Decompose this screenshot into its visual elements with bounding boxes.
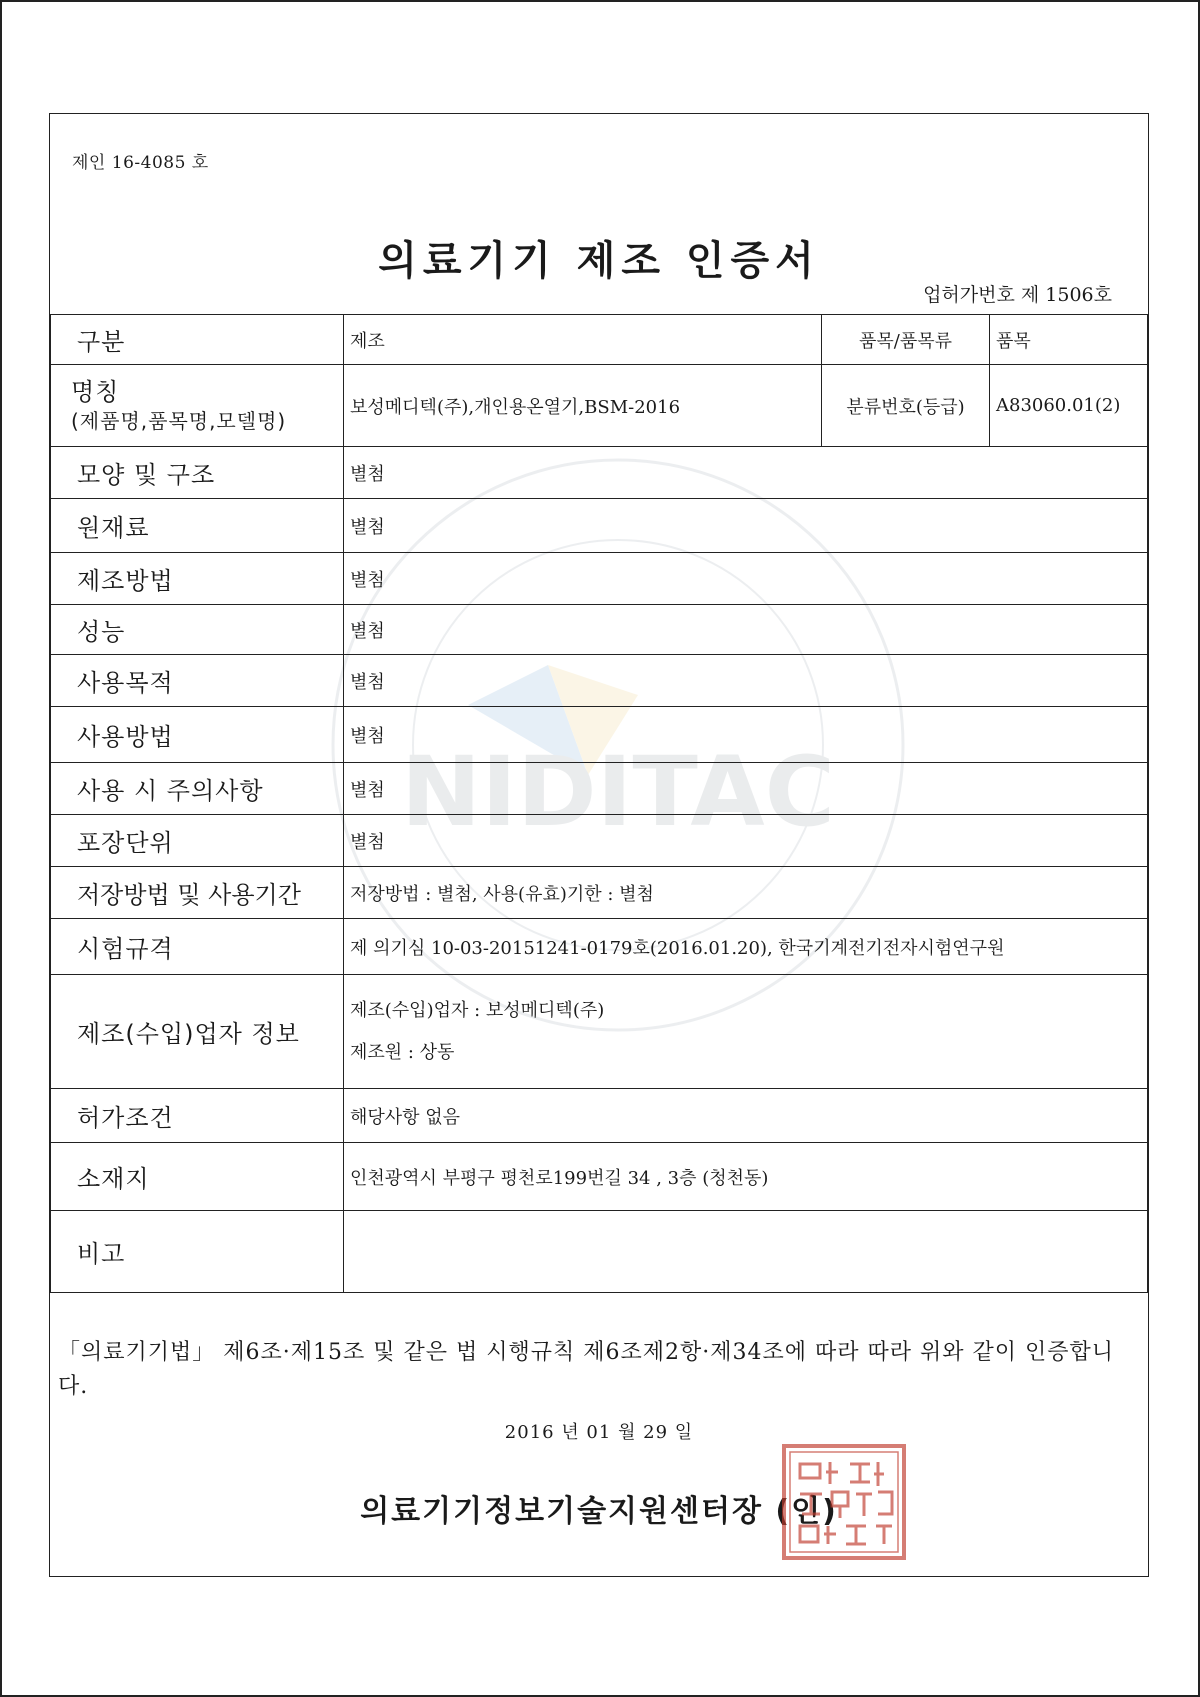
document-number: 제인 16-4085 호 (72, 153, 209, 173)
certification-statement: 「의료기기법」 제6조·제15조 및 같은 법 시행규칙 제6조제2항·제34조에 따라 따라 위와 같이 인증합니다. (58, 1340, 1114, 1400)
manufacturer-origin: 제조원 : 상동 (350, 1041, 455, 1063)
label-name-main: 명칭 (71, 377, 120, 406)
label-material: 원재료 (51, 499, 344, 553)
manufacturer-name: 제조(수입)업자 : 보성메디텍(주) (350, 1000, 605, 1022)
value-performance: 별첨 (344, 605, 1148, 655)
value-usage: 별첨 (344, 707, 1148, 763)
label-remarks: 비고 (51, 1211, 344, 1293)
certificate-table (50, 314, 1148, 1293)
row-test (51, 919, 1148, 975)
label-name-sub: (제품명,품목명,모델명) (71, 409, 287, 434)
certificate (49, 113, 1149, 1577)
row-method (51, 553, 1148, 605)
row-name (51, 365, 1148, 447)
row-category (51, 315, 1148, 365)
label-usage: 사용방법 (51, 707, 344, 763)
label-packaging: 포장단위 (51, 815, 344, 867)
label-method: 제조방법 (51, 553, 344, 605)
official-seal-stamp (780, 1442, 908, 1562)
label-category: 구분 (51, 315, 344, 365)
row-storage (51, 867, 1148, 919)
row-performance (51, 605, 1148, 655)
label-name (51, 365, 344, 447)
value-name: 보성메디텍(주),개인용온열기,BSM-2016 (344, 365, 822, 447)
row-shape (51, 447, 1148, 499)
label-class: 분류번호(등급) (822, 365, 990, 447)
value-manufacturer (344, 975, 1148, 1089)
label-purpose: 사용목적 (51, 655, 344, 707)
value-category: 제조 (344, 315, 822, 365)
row-packaging (51, 815, 1148, 867)
label-caution: 사용 시 주의사항 (51, 763, 344, 815)
label-address: 소재지 (51, 1143, 344, 1211)
row-caution (51, 763, 1148, 815)
value-test: 제 의기심 10-03-20151241-0179호(2016.01.20), 한국기계전기전자시험연구원 (344, 919, 1148, 975)
row-conditions (51, 1089, 1148, 1143)
value-method: 별첨 (344, 553, 1148, 605)
label-storage: 저장방법 및 사용기간 (51, 867, 344, 919)
label-item-type: 품목/품목류 (822, 315, 990, 365)
value-conditions: 해당사항 없음 (344, 1089, 1148, 1143)
value-storage: 저장방법 : 별첨, 사용(유효)기한 : 별첨 (344, 867, 1148, 919)
row-manufacturer (51, 975, 1148, 1089)
label-test: 시험규격 (51, 919, 344, 975)
label-conditions: 허가조건 (51, 1089, 344, 1143)
value-purpose: 별첨 (344, 655, 1148, 707)
row-purpose (51, 655, 1148, 707)
value-class: A83060.01(2) (990, 365, 1148, 447)
issue-date: 2016 년 01 월 29 일 (504, 1422, 694, 1443)
value-remarks (344, 1211, 1148, 1293)
watermark-text: NIDITAC (400, 736, 836, 848)
row-material (51, 499, 1148, 553)
value-material: 별첨 (344, 499, 1148, 553)
row-usage (51, 707, 1148, 763)
value-packaging: 별첨 (344, 815, 1148, 867)
document-title: 의료기기 제조 인증서 (378, 238, 820, 284)
value-caution: 별첨 (344, 763, 1148, 815)
label-manufacturer: 제조(수입)업자 정보 (51, 975, 344, 1089)
permit-number: 업허가번호 제 1506호 (923, 284, 1112, 306)
label-performance: 성능 (51, 605, 344, 655)
row-address (51, 1143, 1148, 1211)
label-shape: 모양 및 구조 (51, 447, 344, 499)
value-address: 인천광역시 부평구 평천로199번길 34 , 3층 (청천동) (344, 1143, 1148, 1211)
row-remarks (51, 1211, 1148, 1293)
issuer-name: 의료기기정보기술지원센터장 (인) (360, 1494, 838, 1529)
value-item-type: 품목 (990, 315, 1148, 365)
value-shape: 별첨 (344, 447, 1148, 499)
